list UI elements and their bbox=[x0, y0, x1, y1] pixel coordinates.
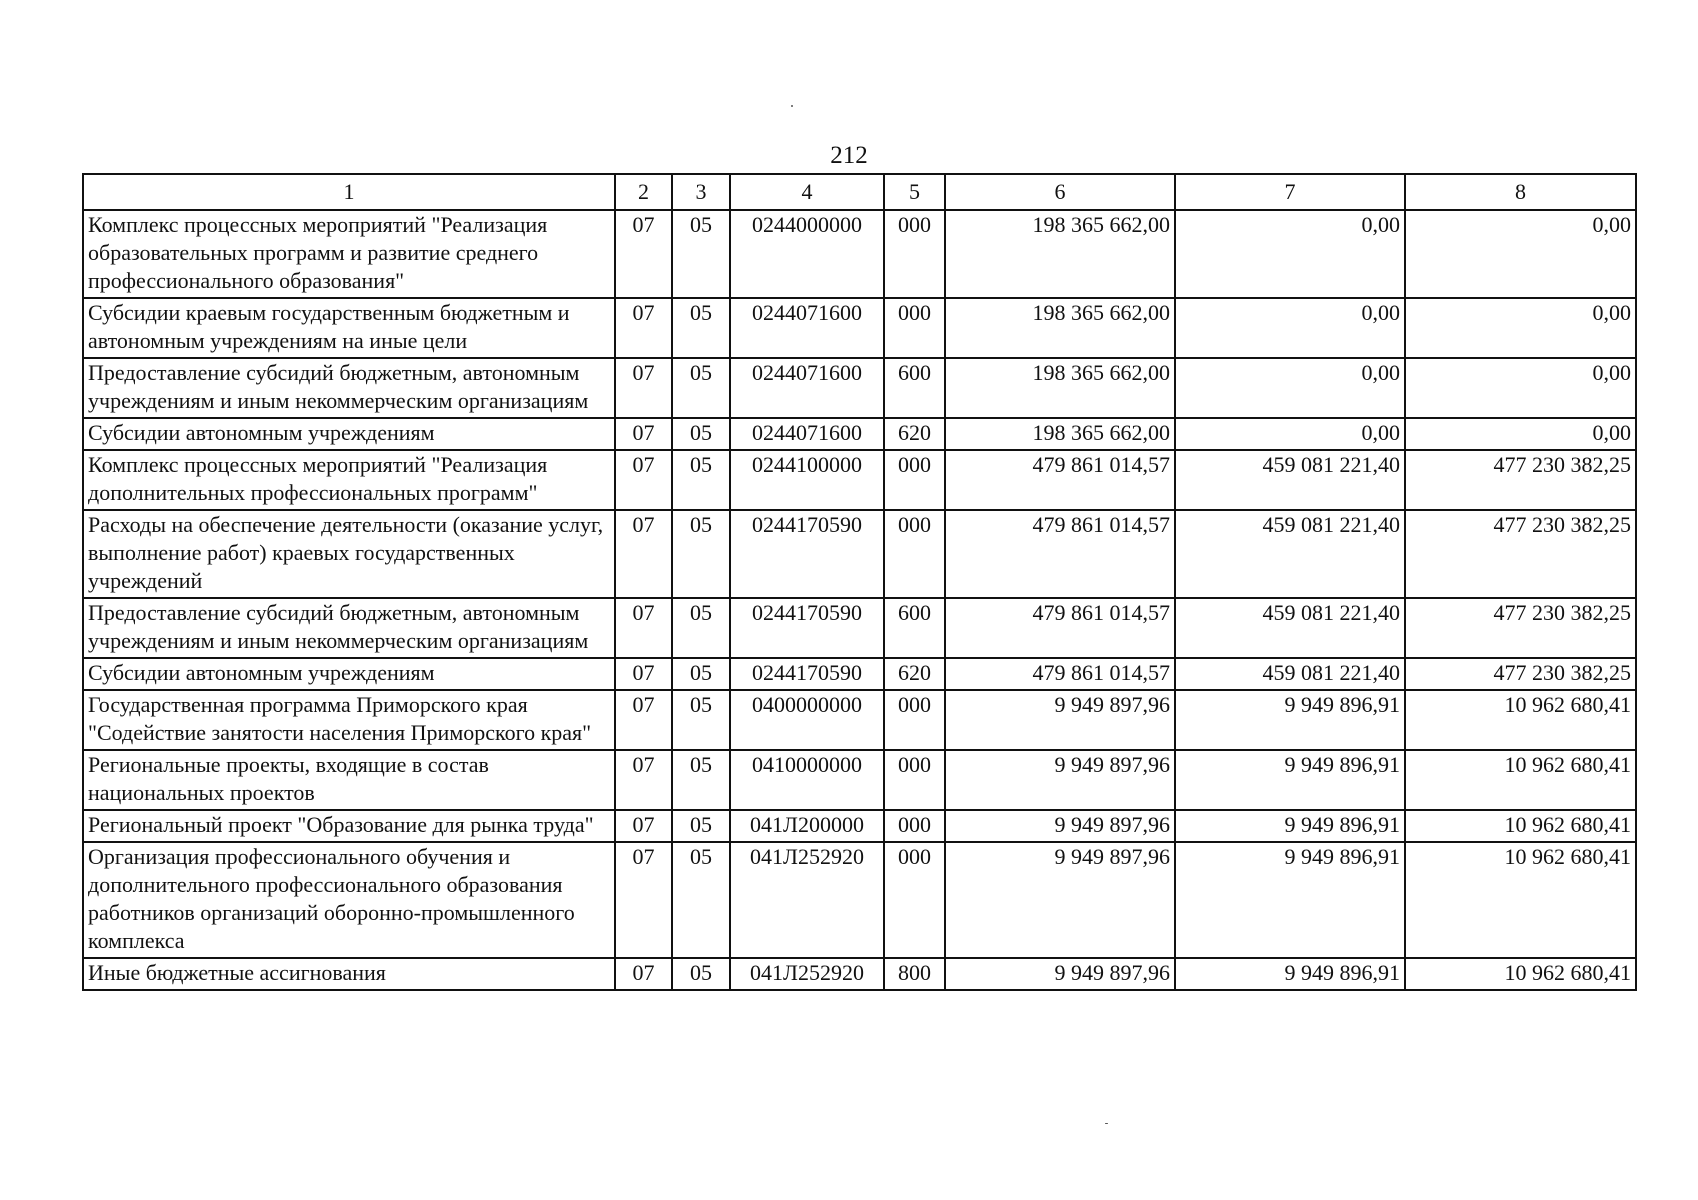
row-amount-col7: 459 081 221,40 bbox=[1175, 598, 1405, 658]
row-expense-type: 620 bbox=[884, 418, 945, 450]
row-name: Комплекс процессных мероприятий "Реализация образовательных программ и развитие среднего профессионального образования" bbox=[83, 210, 615, 298]
row-target-code: 041Л252920 bbox=[730, 958, 884, 990]
row-name: Региональные проекты, входящие в состав национальных проектов bbox=[83, 750, 615, 810]
row-subsection: 05 bbox=[672, 210, 730, 298]
row-amount-col6: 9 949 897,96 bbox=[945, 690, 1175, 750]
row-amount-col7: 9 949 896,91 bbox=[1175, 958, 1405, 990]
row-amount-col7: 0,00 bbox=[1175, 210, 1405, 298]
row-expense-type: 000 bbox=[884, 510, 945, 598]
row-target-code: 041Л252920 bbox=[730, 842, 884, 958]
row-subsection: 05 bbox=[672, 658, 730, 690]
row-expense-type: 000 bbox=[884, 210, 945, 298]
row-amount-col6: 198 365 662,00 bbox=[945, 298, 1175, 358]
row-expense-type: 800 bbox=[884, 958, 945, 990]
row-amount-col8: 0,00 bbox=[1405, 358, 1636, 418]
row-amount-col8: 10 962 680,41 bbox=[1405, 842, 1636, 958]
row-amount-col6: 9 949 897,96 bbox=[945, 810, 1175, 842]
budget-table bbox=[82, 173, 1637, 991]
table-row bbox=[83, 690, 1636, 750]
row-expense-type: 000 bbox=[884, 298, 945, 358]
row-expense-type: 000 bbox=[884, 750, 945, 810]
row-target-code: 0244000000 bbox=[730, 210, 884, 298]
table-row bbox=[83, 450, 1636, 510]
row-target-code: 0244170590 bbox=[730, 658, 884, 690]
row-amount-col8: 0,00 bbox=[1405, 298, 1636, 358]
row-amount-col6: 9 949 897,96 bbox=[945, 958, 1175, 990]
row-amount-col6: 479 861 014,57 bbox=[945, 658, 1175, 690]
row-section: 07 bbox=[615, 810, 672, 842]
table-row bbox=[83, 418, 1636, 450]
row-expense-type: 600 bbox=[884, 358, 945, 418]
row-amount-col6: 198 365 662,00 bbox=[945, 358, 1175, 418]
row-subsection: 05 bbox=[672, 598, 730, 658]
row-section: 07 bbox=[615, 358, 672, 418]
scan-speck bbox=[1105, 1123, 1108, 1124]
table-row bbox=[83, 842, 1636, 958]
header-col-3: 3 bbox=[672, 174, 730, 210]
row-amount-col8: 10 962 680,41 bbox=[1405, 958, 1636, 990]
row-name: Региональный проект "Образование для рынка труда" bbox=[83, 810, 615, 842]
row-amount-col8: 0,00 bbox=[1405, 418, 1636, 450]
row-amount-col8: 0,00 bbox=[1405, 210, 1636, 298]
row-subsection: 05 bbox=[672, 450, 730, 510]
row-amount-col8: 10 962 680,41 bbox=[1405, 690, 1636, 750]
row-name: Комплекс процессных мероприятий "Реализация дополнительных профессиональных программ" bbox=[83, 450, 615, 510]
row-section: 07 bbox=[615, 658, 672, 690]
row-name: Субсидии автономным учреждениям bbox=[83, 418, 615, 450]
table-row bbox=[83, 658, 1636, 690]
header-col-8: 8 bbox=[1405, 174, 1636, 210]
row-subsection: 05 bbox=[672, 510, 730, 598]
row-target-code: 0410000000 bbox=[730, 750, 884, 810]
row-section: 07 bbox=[615, 210, 672, 298]
row-amount-col7: 9 949 896,91 bbox=[1175, 690, 1405, 750]
row-subsection: 05 bbox=[672, 690, 730, 750]
row-section: 07 bbox=[615, 450, 672, 510]
row-section: 07 bbox=[615, 510, 672, 598]
header-col-5: 5 bbox=[884, 174, 945, 210]
row-subsection: 05 bbox=[672, 750, 730, 810]
row-subsection: 05 bbox=[672, 298, 730, 358]
row-name: Государственная программа Приморского края "Содействие занятости населения Приморского края" bbox=[83, 690, 615, 750]
row-target-code: 0400000000 bbox=[730, 690, 884, 750]
header-col-7: 7 bbox=[1175, 174, 1405, 210]
table-row bbox=[83, 298, 1636, 358]
row-name: Предоставление субсидий бюджетным, автономным учреждениям и иным некоммерческим организациям bbox=[83, 358, 615, 418]
row-amount-col6: 479 861 014,57 bbox=[945, 450, 1175, 510]
header-col-6: 6 bbox=[945, 174, 1175, 210]
row-amount-col7: 9 949 896,91 bbox=[1175, 842, 1405, 958]
header-col-1: 1 bbox=[83, 174, 615, 210]
row-section: 07 bbox=[615, 418, 672, 450]
scan-speck bbox=[791, 105, 793, 107]
row-amount-col7: 9 949 896,91 bbox=[1175, 810, 1405, 842]
row-target-code: 0244170590 bbox=[730, 598, 884, 658]
table-body bbox=[83, 210, 1636, 990]
row-subsection: 05 bbox=[672, 810, 730, 842]
row-amount-col8: 477 230 382,25 bbox=[1405, 598, 1636, 658]
row-name: Предоставление субсидий бюджетным, автономным учреждениям и иным некоммерческим организациям bbox=[83, 598, 615, 658]
row-amount-col6: 9 949 897,96 bbox=[945, 842, 1175, 958]
row-amount-col8: 477 230 382,25 bbox=[1405, 658, 1636, 690]
page-number: 212 bbox=[830, 142, 868, 169]
row-name: Расходы на обеспечение деятельности (оказание услуг, выполнение работ) краевых государственных учреждений bbox=[83, 510, 615, 598]
table-row bbox=[83, 750, 1636, 810]
row-expense-type: 620 bbox=[884, 658, 945, 690]
row-amount-col6: 198 365 662,00 bbox=[945, 210, 1175, 298]
row-amount-col6: 479 861 014,57 bbox=[945, 598, 1175, 658]
row-subsection: 05 bbox=[672, 958, 730, 990]
table-row bbox=[83, 810, 1636, 842]
table-row bbox=[83, 958, 1636, 990]
row-name: Иные бюджетные ассигнования bbox=[83, 958, 615, 990]
row-section: 07 bbox=[615, 598, 672, 658]
row-amount-col6: 198 365 662,00 bbox=[945, 418, 1175, 450]
row-name: Организация профессионального обучения и дополнительного профессионального образования работников организаций оборонно-промышленного комплекса bbox=[83, 842, 615, 958]
row-amount-col6: 479 861 014,57 bbox=[945, 510, 1175, 598]
table-row bbox=[83, 510, 1636, 598]
row-name: Субсидии краевым государственным бюджетным и автономным учреждениям на иные цели bbox=[83, 298, 615, 358]
row-target-code: 0244170590 bbox=[730, 510, 884, 598]
row-amount-col7: 0,00 bbox=[1175, 358, 1405, 418]
row-expense-type: 000 bbox=[884, 690, 945, 750]
row-amount-col8: 10 962 680,41 bbox=[1405, 750, 1636, 810]
row-name: Субсидии автономным учреждениям bbox=[83, 658, 615, 690]
table-row bbox=[83, 598, 1636, 658]
row-expense-type: 000 bbox=[884, 810, 945, 842]
table-row bbox=[83, 358, 1636, 418]
row-subsection: 05 bbox=[672, 358, 730, 418]
header-col-4: 4 bbox=[730, 174, 884, 210]
row-section: 07 bbox=[615, 750, 672, 810]
row-section: 07 bbox=[615, 298, 672, 358]
row-amount-col7: 459 081 221,40 bbox=[1175, 510, 1405, 598]
header-row bbox=[83, 174, 1636, 210]
table-header bbox=[83, 174, 1636, 210]
row-amount-col6: 9 949 897,96 bbox=[945, 750, 1175, 810]
row-amount-col7: 0,00 bbox=[1175, 298, 1405, 358]
row-amount-col8: 10 962 680,41 bbox=[1405, 810, 1636, 842]
row-amount-col8: 477 230 382,25 bbox=[1405, 450, 1636, 510]
row-amount-col7: 459 081 221,40 bbox=[1175, 450, 1405, 510]
row-target-code: 041Л200000 bbox=[730, 810, 884, 842]
row-subsection: 05 bbox=[672, 842, 730, 958]
header-col-2: 2 bbox=[615, 174, 672, 210]
row-target-code: 0244071600 bbox=[730, 358, 884, 418]
table-row bbox=[83, 210, 1636, 298]
row-amount-col7: 459 081 221,40 bbox=[1175, 658, 1405, 690]
row-target-code: 0244100000 bbox=[730, 450, 884, 510]
row-expense-type: 000 bbox=[884, 450, 945, 510]
row-section: 07 bbox=[615, 690, 672, 750]
row-expense-type: 000 bbox=[884, 842, 945, 958]
row-target-code: 0244071600 bbox=[730, 418, 884, 450]
row-amount-col7: 0,00 bbox=[1175, 418, 1405, 450]
row-subsection: 05 bbox=[672, 418, 730, 450]
row-target-code: 0244071600 bbox=[730, 298, 884, 358]
row-section: 07 bbox=[615, 842, 672, 958]
row-section: 07 bbox=[615, 958, 672, 990]
row-expense-type: 600 bbox=[884, 598, 945, 658]
row-amount-col8: 477 230 382,25 bbox=[1405, 510, 1636, 598]
row-amount-col7: 9 949 896,91 bbox=[1175, 750, 1405, 810]
